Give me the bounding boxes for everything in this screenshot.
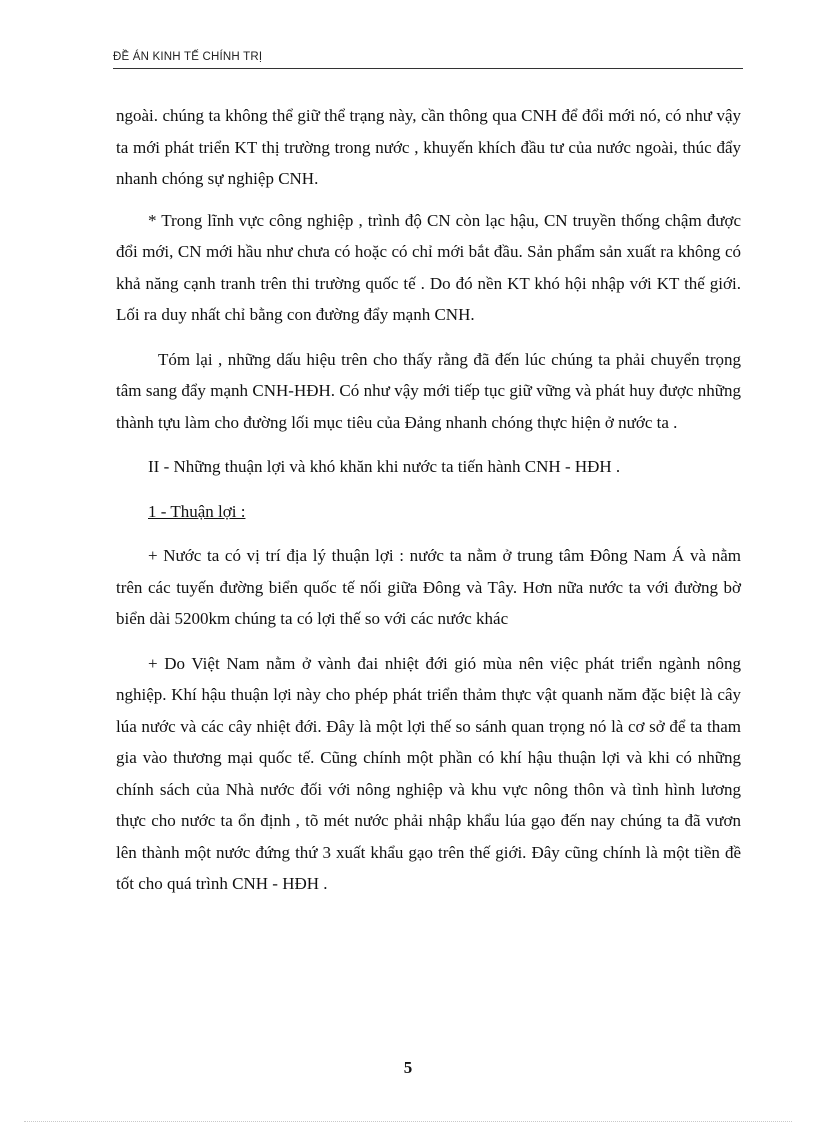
page-bottom-divider [24, 1121, 792, 1122]
paragraph-summary: Tóm lại , những dấu hiệu trên cho thấy rằng đã đến lúc chúng ta phải chuyển trọng tâm sang đẩy mạnh CNH-HĐH. Có như vậy mới tiếp tục giữ vững và phát huy được những thành tựu làm cho đường lối mục tiêu của Đảng nhanh chóng thực hiện ở nước ta . [116, 349, 741, 432]
paragraph-geography: + Nước ta có vị trí địa lý thuận lợi : nước ta nằm ở trung tâm Đông Nam Á và nằm trên các tuyến đường biển quốc tế nối giữa Đông và Tây. Hơn nữa nước ta với đường bờ biển dài 5200km chúng ta có lợi thế so với các nước khác [116, 546, 741, 628]
subsection-heading-advantages [116, 496, 741, 528]
section-heading-ii: II - Những thuận lợi và khó khăn khi nước ta tiến hành CNH - HĐH . [148, 457, 621, 476]
body-text [116, 100, 741, 900]
paragraph-climate: + Do Việt Nam nằm ở vành đai nhiệt đới gió mùa nên việc phát triển ngành nông nghiệp. Khí hậu thuận lợi này cho phép phát triển thảm thực vật quanh năm đặc biệt là cây lúa nước và các cây nhiệt đới. Đây là một lợi thế so sánh quan trọng nó là cơ sở để ta tham gia vào thương mại quốc tế. Cũng chính một phần có khí hậu thuận lợi và khi có những chính sách của Nhà nước đối với nông nghiệp và khu vực nông thôn và tình hình lương thực cho nước ta ổn định , tõ mét nước phải nhập khẩu lúa gạo đến nay chúng ta đã vươn lên thành một nước đứng thứ 3 xuất khẩu gạo trên thế giới. Đây cũng chính là một tiền đề tốt cho quá trình CNH - HĐH . [116, 653, 741, 893]
subsection-heading-text: 1 - Thuận lợi : [148, 501, 246, 521]
paragraph-industry: * Trong lĩnh vực công nghiệp , trình độ CN còn lạc hậu, CN truyền thống chậm được đổi mới, CN mới hầu như chưa có hoặc có chỉ mới bắt đầu. Sản phẩm sản xuất ra không có khả năng cạnh tranh trên thi trường quốc tế . Do đó nền KT khó hội nhập với KT thế giới. Lối ra duy nhất chỉ bằng con đường đẩy mạnh CNH. [116, 210, 741, 324]
page-number: 5 [403, 1058, 413, 1077]
header-title: ĐỀ ÁN KINH TẾ CHÍNH TRỊ [113, 51, 263, 63]
paragraph-intro-continuation: ngoài. chúng ta không thể giữ thể trạng này, cần thông qua CNH để đổi mới nó, có như vậy ta mới phát triển KT thị trường trong nước , khuyến khích đầu tư của nước ngoài, thúc đẩy nhanh chóng sự nghiệp CNH. [116, 106, 741, 188]
running-header [113, 50, 743, 69]
